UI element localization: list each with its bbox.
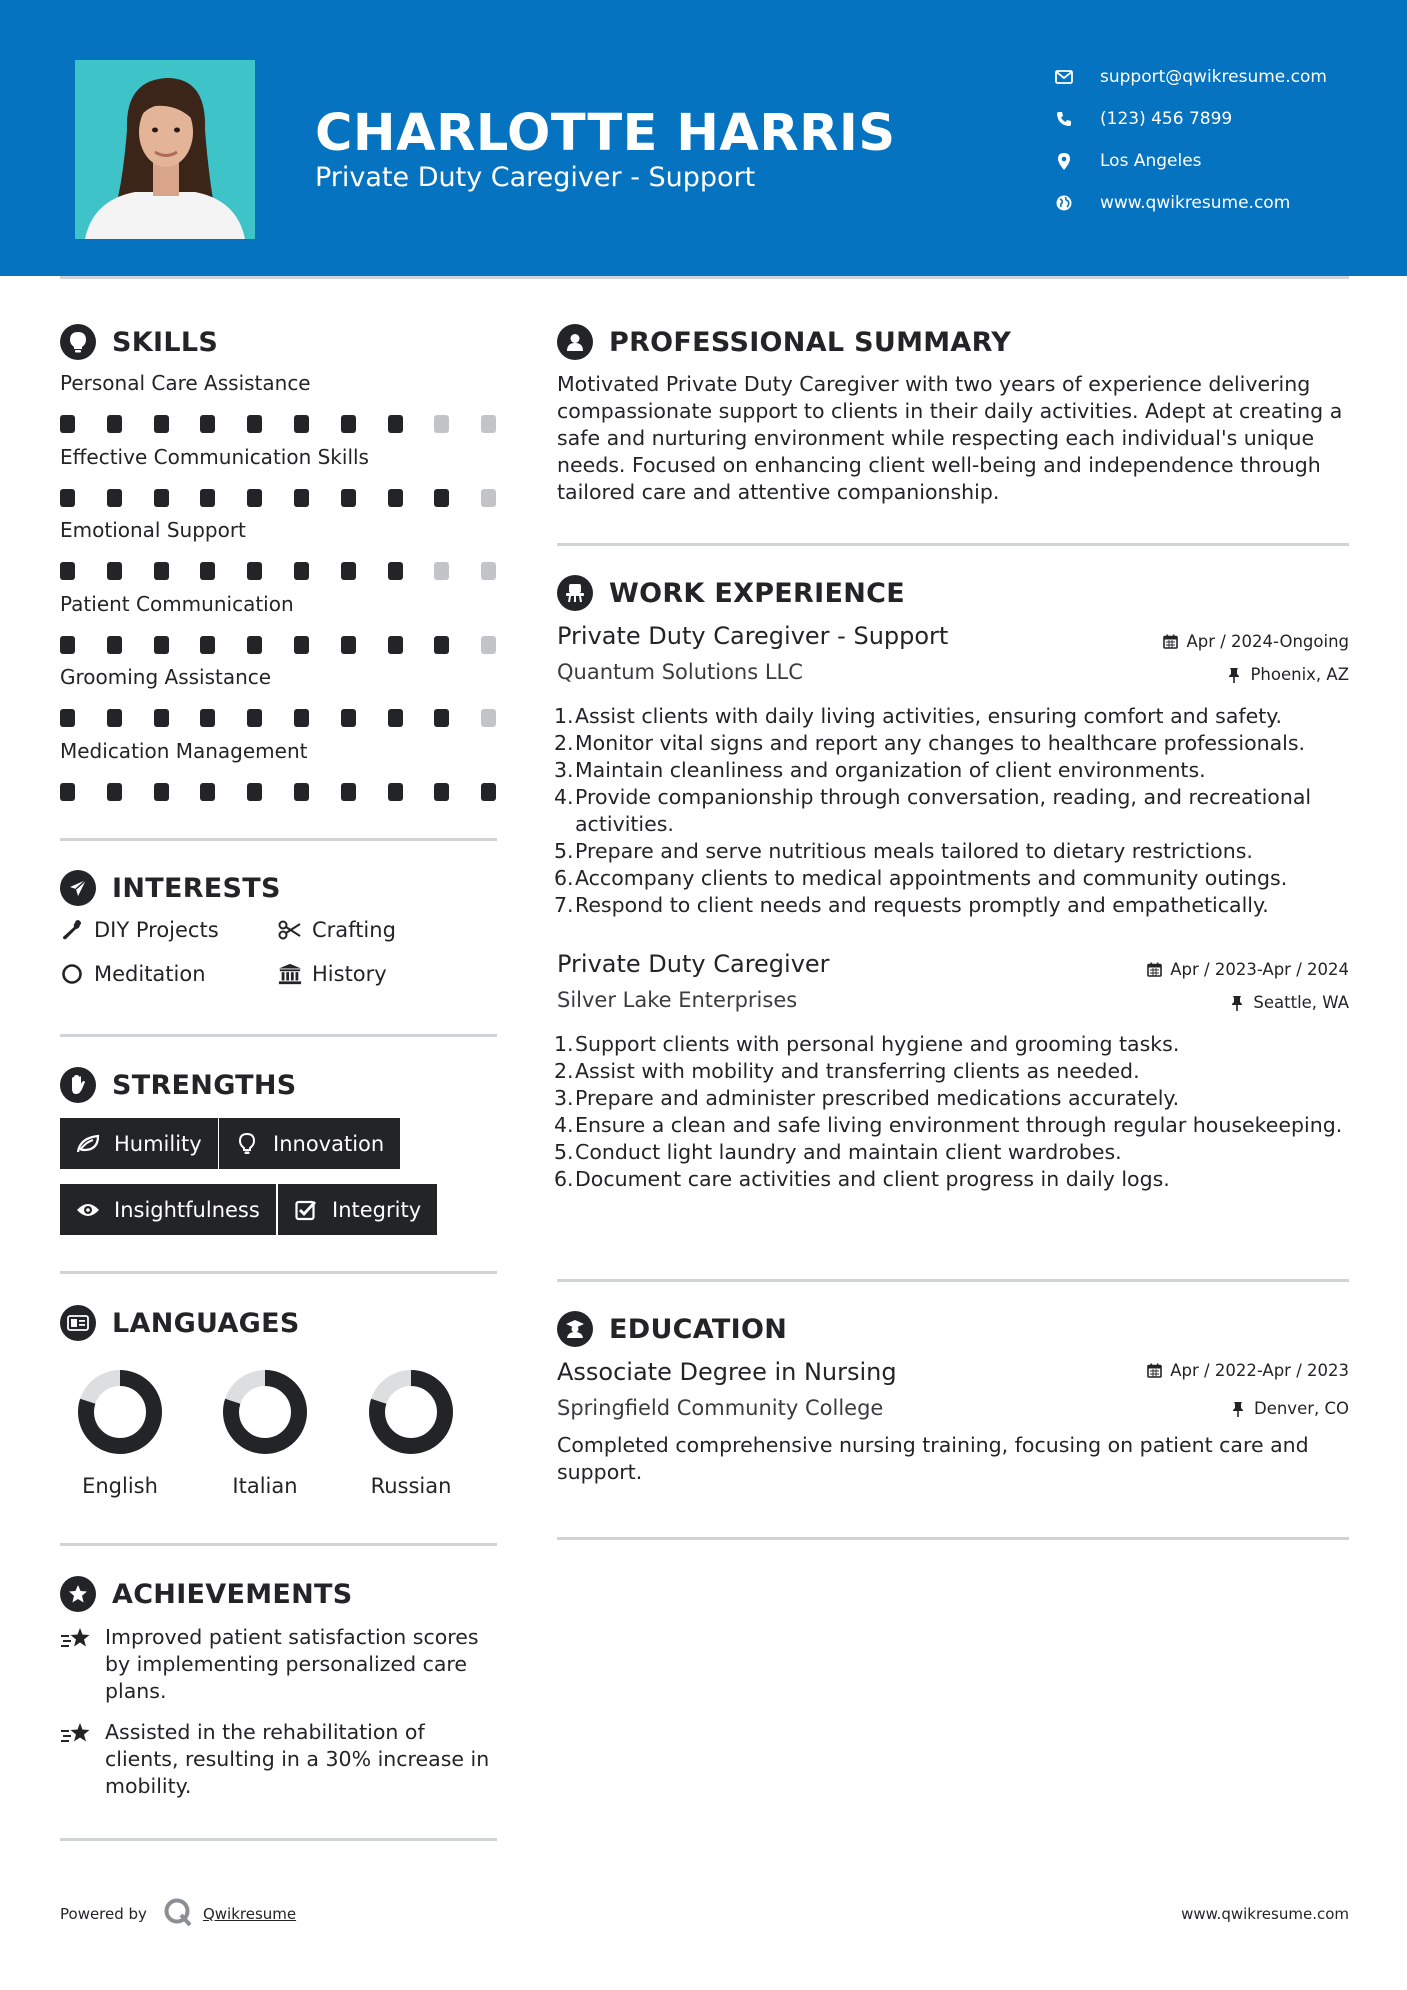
skill-name: Medication Management (60, 738, 308, 763)
skill-item (60, 371, 500, 435)
job-duties (554, 1031, 1349, 1193)
strengths-heading (60, 1067, 297, 1103)
achievement-item (60, 1719, 500, 1800)
skills-title: SKILLS (112, 326, 219, 358)
strength-label: Insightfulness (114, 1197, 260, 1222)
contact-list (1054, 56, 1327, 224)
duty-text: Assist with mobility and transferring clients as needed. (575, 1059, 1140, 1083)
achievements-heading (60, 1576, 353, 1612)
skill-dot-filled (247, 783, 262, 801)
pushpin-icon (1230, 1401, 1246, 1417)
strengths-title: STRENGTHS (112, 1069, 297, 1101)
duty-number: 1. (554, 1032, 574, 1056)
skill-dot-filled (200, 636, 215, 654)
skill-dot-filled (247, 636, 262, 654)
envelope-icon (1054, 67, 1074, 87)
summary-text: Motivated Private Duty Caregiver with two years of experience delivering compassionate support to clients in their daily activities. Adept at creating a safe and nurturing environment while respecting each individual's unique needs. Focused on enhancing client well-being and independence through tailored care and attentive companionship. (557, 372, 1343, 504)
duty-text: Ensure a clean and safe living environment through regular housekeeping. (575, 1113, 1343, 1137)
skill-rating (60, 783, 500, 803)
candidate-name: CHARLOTTE HARRIS (315, 104, 896, 163)
achievements-divider (60, 1838, 497, 1841)
job-location-text: Phoenix, AZ (1250, 665, 1349, 684)
skill-dot-empty (481, 489, 496, 507)
skill-dot-empty (481, 562, 496, 580)
language-item (205, 1368, 325, 1498)
skill-dot-filled (388, 636, 403, 654)
skill-dot-filled (434, 489, 449, 507)
skill-dot-empty (481, 709, 496, 727)
skill-dot-filled (154, 709, 169, 727)
duty-item (554, 1166, 1349, 1193)
skill-dot-filled (60, 709, 75, 727)
language-name: Italian (232, 1474, 298, 1498)
graduate-icon (557, 1311, 593, 1347)
language-proficiency-ring (221, 1368, 309, 1456)
strength-label: Humility (114, 1131, 202, 1156)
qwikresume-link[interactable]: Qwikresume (202, 1905, 297, 1923)
footer-url[interactable]: www.qwikresume.com (1181, 1905, 1349, 1923)
experience-heading (557, 575, 905, 611)
duty-item (554, 1031, 1349, 1058)
skill-rating (60, 636, 500, 656)
skill-item (60, 592, 500, 656)
skill-dot-filled (294, 783, 309, 801)
lightbulb-icon (235, 1132, 259, 1156)
duty-text: Prepare and administer prescribed medications accurately. (575, 1086, 1180, 1110)
duty-item (554, 1058, 1349, 1085)
skill-dot-filled (60, 636, 75, 654)
skill-dot-filled (294, 636, 309, 654)
skill-dot-filled (388, 489, 403, 507)
scissors-icon (278, 918, 302, 942)
skill-dot-filled (247, 415, 262, 433)
skill-item (60, 665, 500, 729)
resume-header (0, 0, 1407, 276)
duty-text: Maintain cleanliness and organization of client environments. (575, 758, 1206, 782)
job-date (1146, 960, 1349, 979)
contact-location (1054, 140, 1327, 182)
skill-dot-filled (154, 415, 169, 433)
skill-item (60, 518, 500, 582)
strengths-divider (60, 1271, 497, 1274)
globe-icon (1054, 193, 1074, 213)
skill-dot-filled (341, 783, 356, 801)
skill-dot-filled (294, 709, 309, 727)
skill-name: Patient Communication (60, 591, 294, 616)
summary-heading (557, 324, 1011, 360)
duty-item (554, 838, 1349, 865)
pushpin-icon (1229, 995, 1245, 1011)
interest-item (60, 918, 219, 942)
skill-dot-filled (388, 415, 403, 433)
skill-dot-filled (154, 489, 169, 507)
interest-label: History (312, 962, 387, 986)
skill-item (60, 445, 500, 509)
paper-plane-icon (60, 870, 96, 906)
education-location (1230, 1399, 1349, 1418)
skill-dot-filled (247, 489, 262, 507)
phone-icon (1054, 109, 1074, 129)
map-pin-icon (1054, 151, 1074, 171)
skill-dot-filled (154, 783, 169, 801)
candidate-role: Private Duty Caregiver - Support (315, 162, 756, 193)
calendar-icon (1146, 1363, 1162, 1379)
job-location (1229, 993, 1349, 1012)
header-divider (60, 276, 1349, 279)
hand-icon (60, 1067, 96, 1103)
skill-dot-filled (60, 489, 75, 507)
profile-photo-illustration (75, 60, 255, 239)
skill-dot-filled (434, 783, 449, 801)
job-title: Private Duty Caregiver - Support (557, 622, 949, 650)
interests-title: INTERESTS (112, 872, 281, 904)
interest-item (278, 918, 396, 942)
job-company: Silver Lake Enterprises (557, 988, 798, 1012)
strength-chip (60, 1118, 218, 1169)
circle-icon (60, 962, 84, 986)
duty-number: 5. (554, 839, 574, 863)
job-duties (554, 703, 1349, 919)
skill-dot-filled (107, 709, 122, 727)
skill-name: Personal Care Assistance (60, 371, 311, 395)
skill-rating (60, 562, 500, 582)
job-date-text: Apr / 2024-Ongoing (1186, 632, 1349, 651)
education-school: Springfield Community College (557, 1396, 884, 1420)
skill-name: Effective Communication Skills (60, 444, 369, 469)
duty-number: 1. (554, 704, 574, 728)
skill-dot-filled (294, 562, 309, 580)
duty-item (554, 784, 1349, 838)
job-location (1226, 665, 1349, 684)
education-text: Completed comprehensive nursing training, focusing on patient care and support. (557, 1433, 1309, 1484)
contact-website[interactable] (1054, 182, 1327, 224)
contact-phone-text: (123) 456 7899 (1100, 109, 1233, 129)
languages-divider (60, 1543, 497, 1546)
user-icon (557, 324, 593, 360)
skill-name: Grooming Assistance (60, 665, 272, 689)
skill-dot-filled (341, 636, 356, 654)
duty-text: Conduct light laundry and maintain client wardrobes. (575, 1140, 1122, 1164)
contact-email-text: support@qwikresume.com (1100, 67, 1327, 87)
wrench-icon (60, 918, 84, 942)
languages-heading (60, 1305, 300, 1341)
contact-website-text: www.qwikresume.com (1100, 193, 1291, 213)
job-date-text: Apr / 2023-Apr / 2024 (1170, 960, 1349, 979)
education-heading (557, 1311, 787, 1347)
skill-dot-filled (341, 709, 356, 727)
summary-divider (557, 543, 1349, 546)
star-badge-icon (60, 1576, 96, 1612)
skill-dot-filled (200, 783, 215, 801)
strength-label: Innovation (273, 1131, 385, 1156)
interests-divider (60, 1034, 497, 1037)
job-location-text: Seattle, WA (1253, 993, 1349, 1012)
duty-item (554, 1085, 1349, 1112)
duty-text: Provide companionship through conversation, reading, and recreational activities. (575, 785, 1312, 836)
skills-divider (60, 838, 497, 841)
skill-dot-filled (434, 709, 449, 727)
check-square-icon (294, 1198, 318, 1222)
language-name: Russian (370, 1474, 452, 1498)
strength-chip (60, 1184, 276, 1235)
shooting-star-icon (60, 1719, 94, 1800)
contact-email[interactable] (1054, 56, 1327, 98)
duty-text: Document care activities and client progress in daily logs. (575, 1167, 1170, 1191)
skill-dot-filled (154, 562, 169, 580)
contact-location-text: Los Angeles (1100, 151, 1202, 171)
duty-number: 3. (554, 758, 574, 782)
skill-dot-filled (434, 636, 449, 654)
education-title: EDUCATION (609, 1313, 788, 1345)
skill-dot-filled (388, 562, 403, 580)
skill-dot-filled (247, 709, 262, 727)
skill-dot-empty (481, 636, 496, 654)
duty-text: Prepare and serve nutritious meals tailored to dietary restrictions. (575, 839, 1253, 863)
calendar-icon (1162, 634, 1178, 650)
lightbulb-icon (60, 324, 96, 360)
experience-title: WORK EXPERIENCE (609, 577, 905, 609)
languages-title: LANGUAGES (112, 1307, 300, 1339)
pushpin-icon (1226, 667, 1242, 683)
eye-icon (76, 1198, 100, 1222)
education-location-text: Denver, CO (1253, 1399, 1349, 1418)
chair-icon (557, 575, 593, 611)
powered-by-label: Powered by (60, 1905, 147, 1923)
skill-dot-filled (107, 415, 122, 433)
skill-item (60, 739, 500, 803)
skill-dot-filled (481, 783, 496, 801)
language-proficiency-ring (76, 1368, 164, 1456)
job-company: Quantum Solutions LLC (557, 660, 803, 684)
duty-item (554, 703, 1349, 730)
interest-label: Meditation (94, 962, 206, 986)
duty-number: 4. (554, 785, 574, 809)
interest-label: DIY Projects (94, 918, 219, 942)
duty-item (554, 1112, 1349, 1139)
duty-item (554, 1139, 1349, 1166)
achievement-text: Improved patient satisfaction scores by implementing personalized care plans. (105, 1625, 479, 1703)
education-date (1146, 1361, 1349, 1380)
duty-number: 2. (554, 731, 574, 755)
skill-dot-filled (107, 636, 122, 654)
education-degree: Associate Degree in Nursing (557, 1358, 897, 1386)
skill-rating (60, 489, 500, 509)
duty-number: 4. (554, 1113, 574, 1137)
skill-dot-filled (294, 415, 309, 433)
interest-label: Crafting (312, 918, 396, 942)
interest-item (60, 962, 206, 986)
language-item (351, 1368, 471, 1498)
summary-title: PROFESSIONAL SUMMARY (609, 326, 1012, 358)
duty-text: Support clients with personal hygiene and grooming tasks. (575, 1032, 1180, 1056)
skill-dot-filled (294, 489, 309, 507)
skill-dot-filled (60, 415, 75, 433)
duty-number: 6. (554, 866, 574, 890)
duty-item (554, 865, 1349, 892)
skill-rating (60, 415, 500, 435)
education-date-text: Apr / 2022-Apr / 2023 (1170, 1361, 1349, 1380)
skill-dot-filled (388, 709, 403, 727)
skills-heading (60, 324, 218, 360)
language-name: English (82, 1474, 158, 1498)
institution-icon (278, 962, 302, 986)
skill-dot-empty (434, 562, 449, 580)
strength-chip (219, 1118, 400, 1169)
skill-dot-filled (200, 415, 215, 433)
skill-dot-filled (154, 636, 169, 654)
leaf-icon (76, 1132, 100, 1156)
strength-chip (278, 1184, 437, 1235)
profile-photo (75, 60, 255, 239)
duty-text: Assist clients with daily living activities, ensuring comfort and safety. (575, 704, 1282, 728)
skill-dot-filled (60, 783, 75, 801)
job-date (1162, 632, 1349, 651)
language-proficiency-ring (367, 1368, 455, 1456)
skill-rating (60, 709, 500, 729)
skill-dot-empty (434, 415, 449, 433)
qwikresume-logo-icon (163, 1897, 193, 1931)
duty-item (554, 892, 1349, 919)
achievement-item (60, 1624, 500, 1705)
duty-item (554, 730, 1349, 757)
skill-dot-filled (200, 562, 215, 580)
calendar-icon (1146, 962, 1162, 978)
skill-dot-filled (107, 489, 122, 507)
skill-dot-empty (481, 415, 496, 433)
duty-text: Monitor vital signs and report any changes to healthcare professionals. (575, 731, 1306, 755)
achievement-text: Assisted in the rehabilitation of clients, resulting in a 30% increase in mobility. (105, 1720, 490, 1798)
job-title: Private Duty Caregiver (557, 950, 830, 978)
skill-name: Emotional Support (60, 518, 246, 542)
skill-dot-filled (388, 783, 403, 801)
skill-dot-filled (247, 562, 262, 580)
skill-dot-filled (107, 783, 122, 801)
duty-number: 7. (554, 893, 574, 917)
experience-divider (557, 1279, 1349, 1282)
achievements-title: ACHIEVEMENTS (112, 1578, 353, 1610)
duty-number: 6. (554, 1167, 574, 1191)
skill-dot-filled (341, 562, 356, 580)
skill-dot-filled (200, 709, 215, 727)
skill-dot-filled (341, 489, 356, 507)
strength-label: Integrity (332, 1197, 422, 1222)
duty-number: 2. (554, 1059, 574, 1083)
duty-item (554, 757, 1349, 784)
duty-text: Respond to client needs and requests promptly and empathetically. (575, 893, 1269, 917)
language-card-icon (60, 1305, 96, 1341)
language-item (60, 1368, 180, 1498)
interest-item (278, 962, 387, 986)
duty-text: Accompany clients to medical appointments and community outings. (575, 866, 1288, 890)
interests-heading (60, 870, 281, 906)
skill-dot-filled (200, 489, 215, 507)
duty-number: 5. (554, 1140, 574, 1164)
skill-dot-filled (60, 562, 75, 580)
skill-dot-filled (341, 415, 356, 433)
contact-phone[interactable] (1054, 98, 1327, 140)
education-divider (557, 1537, 1349, 1540)
duty-number: 3. (554, 1086, 574, 1110)
shooting-star-icon (60, 1624, 94, 1705)
powered-by (60, 1897, 296, 1931)
skill-dot-filled (107, 562, 122, 580)
